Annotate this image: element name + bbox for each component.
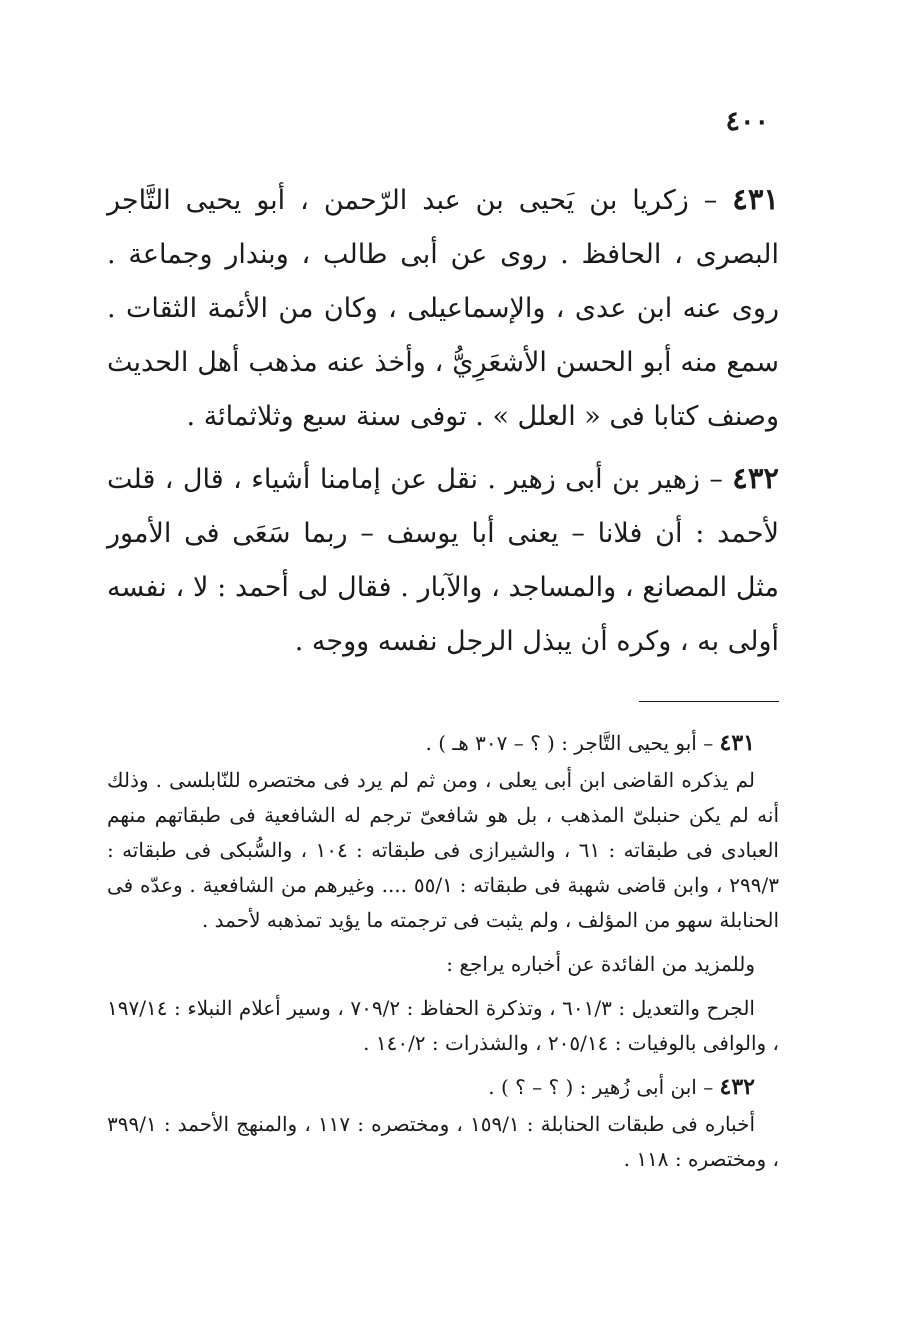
footnote-heading-text: – أبو يحيى التَّاجر : ( ؟ – ٣٠٧ هـ ) . [425, 731, 720, 755]
footnote-number: ٤٣١ [719, 730, 755, 756]
footnote-heading-432 [107, 1070, 779, 1105]
footnote-divider [639, 701, 779, 702]
footnote-number: ٤٣٢ [719, 1074, 755, 1100]
page-number: ٤٠٠ [725, 106, 769, 137]
entry-text: – زكريا بن يَحيى بن عبد الرّحمن ، أبو يحيى التَّاجر البصرى ، الحافظ . روى عن أبى طالب ، وبندار وجماعة . روى عنه ابن عدى ، والإسماعيلى ، وكان من الأئمة الثقات . سمع منه أبو الحسن الأشعَرِيُّ ، وأخذ عنه مذهب أهل الحديث وصنف كتابا فى « العلل » . توفى سنة سبع وثلاثمائة . [107, 185, 779, 432]
footnote-paragraph: أخباره فى طبقات الحنابلة : ١٥٩/١ ، ومختصره : ١١٧ ، والمنهج الأحمد : ٣٩٩/١ ، ومختصره : ١١٨ . [107, 1112, 779, 1171]
footnote-heading-text: – ابن أبى زُهير : ( ؟ – ؟ ) . [488, 1075, 720, 1099]
footnotes [107, 726, 779, 1186]
entry-text: – زهير بن أبى زهير . نقل عن إمامنا أشياء ، قال ، قلت لأحمد : أن فلانا – يعنى أبا يوسف – ربما سَعَى فى الأمور مثل المصانع ، والمساجد ، والآبار . فقال لى أحمد : لا ، نفسه أولى به ، وكره أن يبذل الرجل نفسه ووجه . [107, 464, 779, 657]
entry-number: ٤٣٢ [732, 461, 779, 495]
footnote-paragraph: وللمزيد من الفائدة عن أخباره يراجع : [446, 952, 755, 976]
footnote-paragraph: الجرح والتعديل : ٦٠١/٣ ، وتذكرة الحفاظ : ٧٠٩/٢ ، وسير أعلام النبلاء : ١٩٧/١٤ ، والوافى بالوفيات : ٢٠٥/١٤ ، والشذرات : ١٤٠/٢ . [107, 996, 779, 1055]
main-text [107, 172, 779, 676]
footnote-paragraph: لم يذكره القاضى ابن أبى يعلى ، ومن ثم لم يرد فى مختصره للنّابلسى . وذلك أنه لم يكن حنبلىّ المذهب ، بل هو شافعىّ ترجم له الشافعية فى طبقاتهم منهم العبادى فى طبقاته : ٦١ ، والشيرازى فى طبقاته : ١٠٤ ، والسُّبكى فى طبقاته : ٢٩٩/٣ ، وابن قاضى شهبة فى طبقاته : ٥٥/١ .... وغيرهم من الشافعية . وعدّه فى الحنابلة سهو من المؤلف ، ولم يثبت فى ترجمته ما يؤيد تمذهبه لأحمد . [107, 768, 779, 932]
footnote-heading-431 [107, 726, 779, 761]
entry-431 [107, 172, 779, 444]
entry-number: ٤٣١ [732, 182, 779, 216]
entry-432 [107, 451, 779, 669]
